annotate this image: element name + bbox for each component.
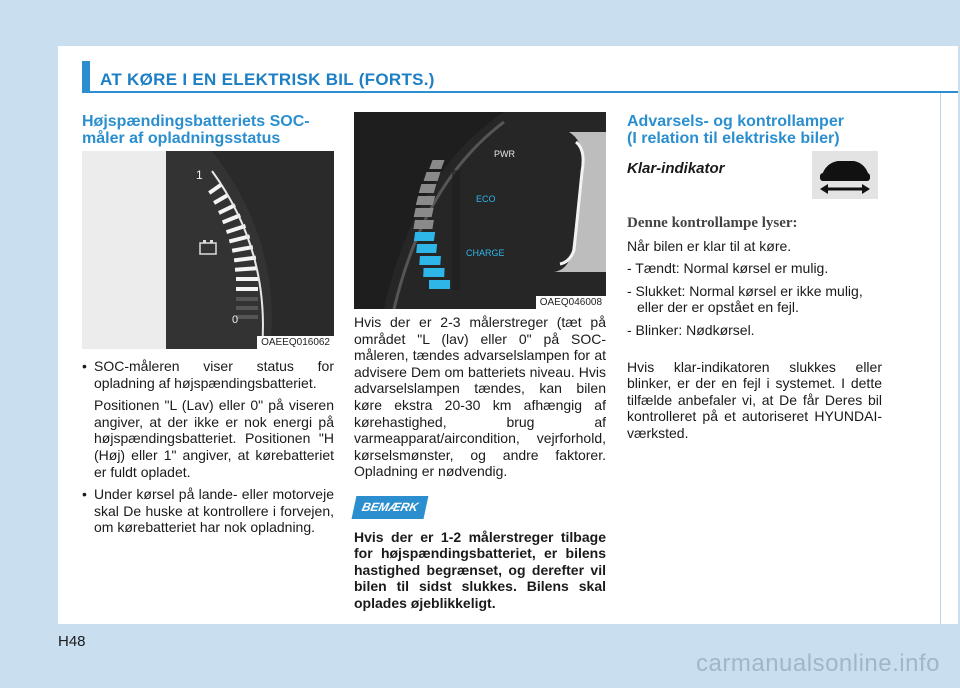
left-text	[82, 358, 334, 536]
heading-line-2: (I relation til elektriske biler)	[627, 130, 840, 147]
note-text: Hvis der er 1-2 målerstreger tilbage for højspændingsbatteriet, er bilens hastighed begrænset, og derefter vil bilen til sidst slukkes. Bilens skal oplades øjeblikkeligt.	[354, 528, 606, 611]
bullet-soc-status: • SOC-måleren viser status for opladning af højspændingsbatteriet.	[82, 358, 334, 391]
car-ready-icon-glyph	[812, 151, 878, 199]
cluster-gauge-figure	[354, 112, 606, 309]
battery-warning-paragraph: Hvis der er 2-3 målerstreger (tæt på området "L (lav) eller 0" på SOC-måleren, tændes advarselslampen for at advisere Dem om batteriets niveau. Hvis advarselslampen tændes, kan bilen køre ekstra 20-30 km afhængig af kørehastighed, brug af varmeapparat/aircondition, vejrforhold, kørselsmønster, og andre faktorer. Opladning er nødvendig.	[354, 314, 606, 480]
lamp-state-blink: - Blinker: Nødkørsel.	[627, 321, 755, 338]
lamp-intro: Når bilen er klar til at køre.	[627, 237, 792, 254]
header-accent-bar	[82, 61, 90, 91]
gauge-charge-label: CHARGE	[466, 248, 505, 258]
gauge-empty-label: 0	[232, 314, 239, 326]
heading-line-1: Advarsels- og kontrollamper	[627, 113, 844, 130]
gauge-full-label: 1	[196, 168, 203, 182]
section-heading-soc: Højspændingsbatteriets SOC-måler af opladningsstatus	[82, 113, 310, 147]
soc-gauge-illustration	[82, 151, 334, 349]
cluster-gauge-illustration	[354, 112, 606, 309]
right-text	[627, 215, 882, 442]
car-ready-icon	[812, 151, 878, 199]
ready-indicator-heading: Klar-indikator	[627, 160, 725, 177]
bullet-check-charge: • Under kørsel på lande- eller motorveje skal De huske at kontrollere i forvejen, om kørebatteriet har nok opladning.	[82, 486, 334, 536]
lamp-state-off: - Slukket: Normal kørsel er ikke mulig, eller der er opstået en fejl.	[627, 282, 863, 316]
page-number: H48	[58, 633, 86, 650]
watermark: carmanualsonline.info	[696, 650, 940, 677]
section-heading-warning-lamps	[627, 113, 882, 147]
left-column	[82, 113, 334, 147]
middle-text	[354, 314, 606, 612]
margin-rule	[940, 93, 941, 624]
figure-code: OAEEQ016062	[257, 336, 334, 349]
gauge-eco-label: ECO	[476, 194, 496, 204]
header-rule	[82, 91, 958, 93]
lamp-state-on: - Tændt: Normal kørsel er mulig.	[627, 260, 829, 277]
soc-positions-text: Positionen "L (Lav) eller 0" på viseren angiver, at der ikke er nok energi på højspændingsbatteriet. Positionen "H (Høj) eller 1" angiver, at kørebatteriet er fuldt opladet.	[94, 397, 334, 480]
note-badge: BEMÆRK	[352, 496, 429, 519]
soc-gauge-figure	[82, 151, 334, 349]
gauge-pwr-label: PWR	[494, 149, 515, 159]
lamp-title: Denne kontrollampe lyser:	[627, 215, 798, 231]
page-title: AT KØRE I EN ELEKTRISK BIL (FORTS.)	[100, 70, 435, 89]
ready-indicator-paragraph: Hvis klar-indikatoren slukkes eller blinker, er der en fejl i systemet. I dette tilfælde anbefaler vi, at De får Deres bil kontrolleret på et autoriseret HYUNDAI-værksted.	[627, 358, 882, 441]
figure-code: OAEQ046008	[536, 296, 606, 309]
